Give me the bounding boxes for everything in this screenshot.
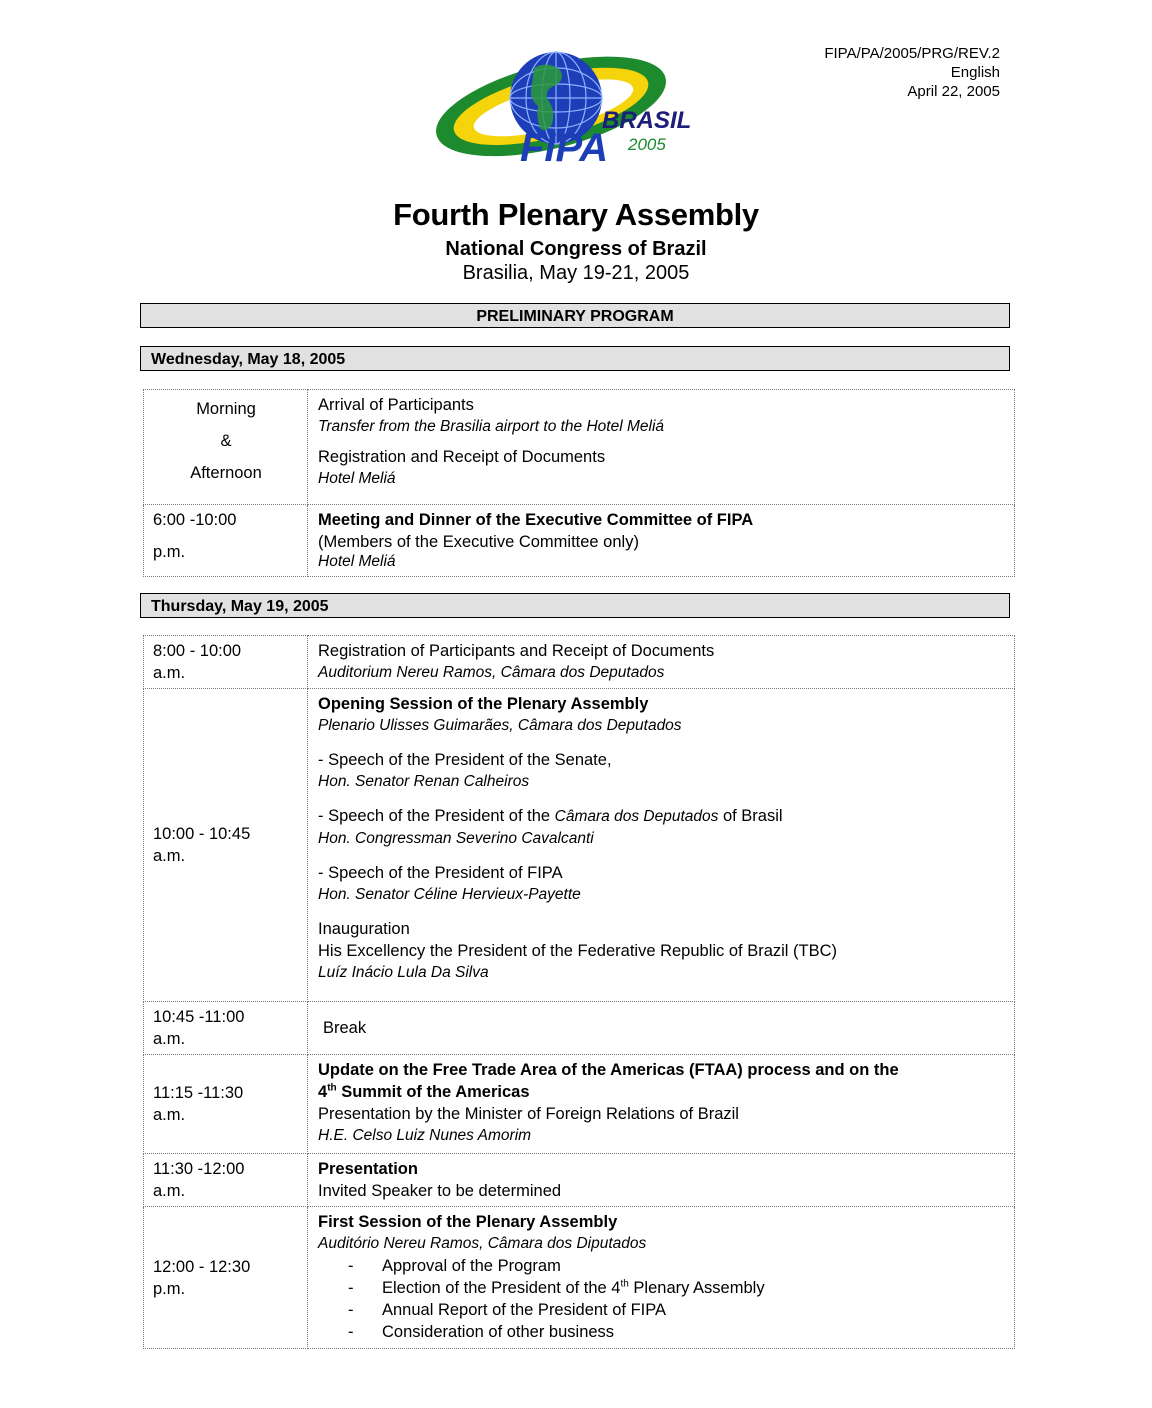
activity-location: Auditório Nereu Ramos, Câmara dos Diputados <box>318 1235 647 1252</box>
activity-location: Transfer from the Brasilia airport to the Hotel Meliá <box>318 418 665 435</box>
document-place-dates: Brasilia, May 19-21, 2005 <box>462 262 690 284</box>
time-text: 11:15 -11:30 <box>153 1084 244 1102</box>
activity-cell <box>308 689 1015 1002</box>
document-venue: National Congress of Brazil <box>445 238 707 260</box>
activity-location: Auditorium Nereu Ramos, Câmara dos Deputados <box>318 664 665 681</box>
time-text: p.m. <box>153 543 186 561</box>
speaker-name: Hon. Senator Céline Hervieux-Payette <box>318 886 581 903</box>
activity-cell <box>308 1055 1015 1154</box>
list-item-text: Election of the President of the 4 <box>382 1279 621 1297</box>
speaker-name: H.E. Celso Luiz Nunes Amorim <box>318 1127 532 1144</box>
table-row <box>144 689 1015 1002</box>
activity-cell <box>308 1207 1015 1349</box>
document-title: Fourth Plenary Assembly <box>393 197 759 232</box>
time-cell <box>144 1055 308 1154</box>
table-row <box>144 505 1015 577</box>
time-text: 10:45 -11:00 <box>153 1008 245 1026</box>
activity-title: Registration of Participants and Receipt of Documents <box>318 642 715 660</box>
day-header-wednesday: Wednesday, May 18, 2005 <box>140 346 1010 371</box>
document-code: FIPA/PA/2005/PRG/REV.2 <box>824 45 1000 62</box>
ordinal-number: 4 <box>318 1083 328 1101</box>
fipa-brasil-logo <box>424 40 692 170</box>
activity-note: Invited Speaker to be determined <box>318 1182 562 1200</box>
time-text: a.m. <box>153 1030 186 1048</box>
document-date: April 22, 2005 <box>907 83 1000 100</box>
time-text: 6:00 -10:00 <box>153 511 237 529</box>
table-row <box>144 1207 1015 1349</box>
activity-title: Opening Session of the Plenary Assembly <box>318 695 649 713</box>
activity-cell <box>308 636 1015 689</box>
ordinal-suffix: th <box>327 1082 337 1094</box>
list-item: - Annual Report of the President of FIPA <box>348 1299 1006 1321</box>
activity-location: Hotel Meliá <box>318 553 396 570</box>
list-item-text: Plenary Assembly <box>628 1279 765 1297</box>
activity-title: Break <box>323 1019 367 1037</box>
activity-title: First Session of the Plenary Assembly <box>318 1213 618 1231</box>
activity-title-cont <box>318 1081 1006 1103</box>
speech-line: - Speech of the President of the Senate, <box>318 751 612 769</box>
inauguration-title: Inauguration <box>318 920 410 938</box>
table-row <box>144 636 1015 689</box>
activity-note: (Members of the Executive Committee only) <box>318 533 639 551</box>
time-text: Afternoon <box>190 464 262 482</box>
ordinal-suffix: th <box>620 1278 629 1290</box>
document-language: English <box>950 64 1000 81</box>
speaker-name: Hon. Congressman Severino Cavalcanti <box>318 830 594 847</box>
activity-title: Arrival of Participants <box>318 396 474 414</box>
speech-line: - Speech of the President of FIPA <box>318 864 563 882</box>
thursday-schedule-table <box>143 635 1015 1349</box>
activity-cell <box>308 505 1015 577</box>
activity-title-text: Summit of the Americas <box>336 1083 530 1101</box>
table-row <box>144 1002 1015 1055</box>
speaker-name: Luíz Inácio Lula Da Silva <box>318 964 489 981</box>
time-text: a.m. <box>153 1106 186 1124</box>
activity-cell <box>308 390 1015 505</box>
speech-italic-text: Câmara dos Deputados <box>554 808 719 825</box>
activity-note: Presentation by the Minister of Foreign Relations of Brazil <box>318 1105 739 1123</box>
time-text: p.m. <box>153 1279 186 1298</box>
logo-word-fipa: FIPA <box>520 126 609 170</box>
time-text: & <box>220 432 232 450</box>
list-item <box>348 1277 1006 1299</box>
time-text: 8:00 - 10:00 <box>153 642 242 660</box>
document-reference <box>824 44 1000 101</box>
table-row <box>144 1154 1015 1207</box>
time-cell <box>144 1154 308 1207</box>
activity-title: Meeting and Dinner of the Executive Committee of FIPA <box>318 511 754 529</box>
activity-cell <box>308 1002 1015 1055</box>
time-cell <box>144 1002 308 1055</box>
time-text: 10:00 - 10:45 <box>153 825 251 843</box>
speech-text: - Speech of the President of the <box>318 807 555 825</box>
time-cell <box>144 1207 308 1349</box>
table-row <box>144 1055 1015 1154</box>
list-item: - Approval of the Program <box>348 1255 1006 1277</box>
time-text: 11:30 -12:00 <box>153 1160 245 1178</box>
logo-word-brasil: BRASIL <box>602 107 692 134</box>
time-cell <box>144 505 308 577</box>
speech-line <box>318 805 1006 828</box>
table-row <box>144 390 1015 505</box>
activity-title: Update on the Free Trade Area of the Americas (FTAA) process and on the <box>318 1061 899 1079</box>
program-banner: PRELIMINARY PROGRAM <box>140 303 1010 328</box>
time-text: a.m. <box>153 847 186 865</box>
speech-text: of Brasil <box>718 807 783 825</box>
speaker-name: Hon. Senator Renan Calheiros <box>318 773 530 790</box>
activity-title: Presentation <box>318 1160 418 1178</box>
time-cell <box>144 689 308 1002</box>
agenda-list <box>318 1255 1006 1343</box>
inauguration-line: His Excellency the President of the Federative Republic of Brazil (TBC) <box>318 942 838 960</box>
activity-cell <box>308 1154 1015 1207</box>
time-text: a.m. <box>153 1182 186 1200</box>
activity-location: Hotel Meliá <box>318 470 396 487</box>
wednesday-schedule-table <box>143 389 1015 577</box>
time-text: a.m. <box>153 664 186 682</box>
time-text: 12:00 - 12:30 <box>153 1257 251 1276</box>
activity-title: Registration and Receipt of Documents <box>318 448 606 466</box>
day-header-thursday: Thursday, May 19, 2005 <box>140 593 1010 618</box>
time-text: Morning <box>196 400 256 418</box>
list-item: - Consideration of other business <box>348 1321 1006 1343</box>
time-cell <box>144 636 308 689</box>
logo-year: 2005 <box>628 135 666 154</box>
time-cell <box>144 390 308 505</box>
activity-location: Plenario Ulisses Guimarães, Câmara dos Deputados <box>318 717 682 734</box>
